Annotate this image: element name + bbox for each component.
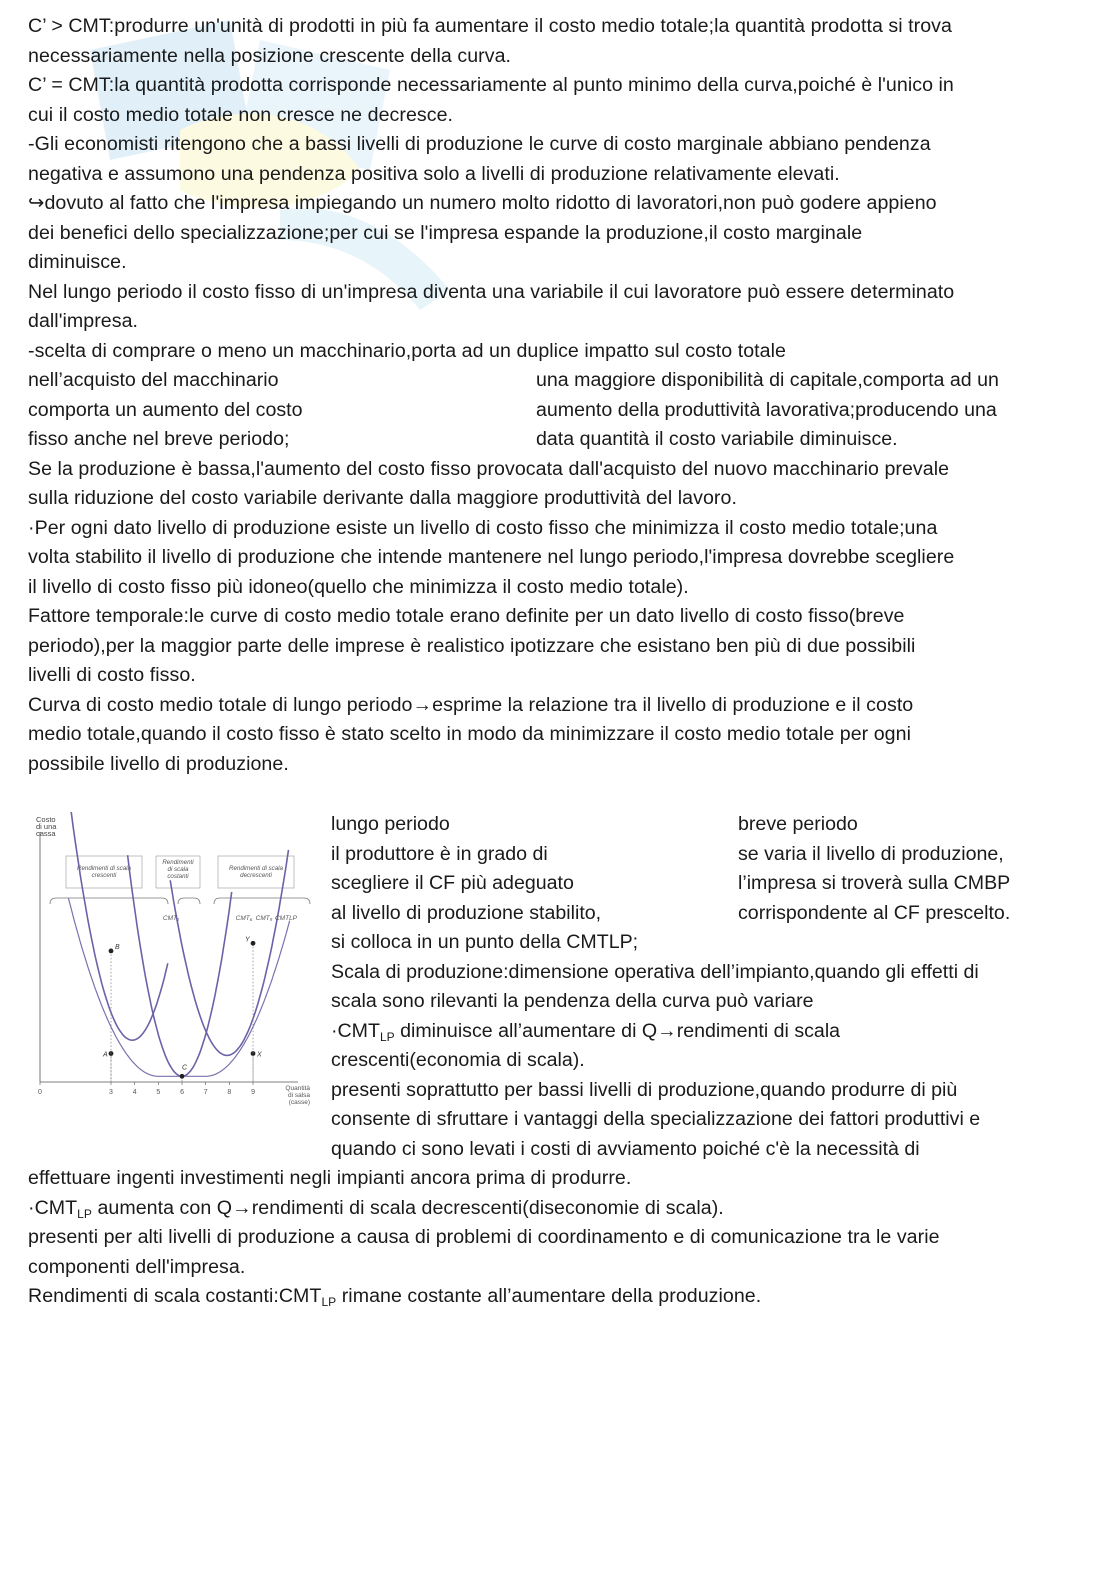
- paragraph-line: C’ = CMT:la quantità prodotta corrisponde necessariamente al punto minimo della curva,poiché è l'unico in: [28, 74, 954, 96]
- curve-label: CMT₁: [162, 915, 180, 922]
- breve-periodo-line: corrispondente al CF prescelto.: [738, 902, 1011, 924]
- paragraph-line: necessariamente nella posizione crescente della curva.: [28, 45, 512, 67]
- x-axis-label: Quantità: [285, 1085, 310, 1092]
- series-cmt6: [128, 855, 232, 1076]
- paragraph-line: Se la produzione è bassa,l'aumento del costo fisso provocata dall'acquisto del nuovo macchinario prevale: [28, 458, 950, 480]
- paragraph-line: livelli di costo fisso.: [28, 664, 196, 686]
- lungo-periodo-line: scegliere il CF più adeguato: [331, 872, 574, 894]
- cost-curves-chart: [28, 812, 318, 1122]
- x-tick-label: 6: [180, 1089, 184, 1096]
- point-label: Y: [245, 936, 250, 944]
- column-left-line: comporta un aumento del costo: [28, 399, 303, 421]
- region-bracket: [214, 898, 310, 904]
- x-tick-label: 8: [227, 1089, 232, 1096]
- point-label: B: [115, 943, 120, 951]
- column-right-line: data quantità il costo variabile diminuisce.: [536, 428, 898, 450]
- x-tick-label: 5: [156, 1089, 161, 1096]
- point-label: C: [182, 1064, 188, 1072]
- paragraph-line: presenti soprattutto per bassi livelli di produzione,quando produrre di più: [331, 1079, 958, 1101]
- x-tick-label: 7: [203, 1089, 208, 1096]
- point-b: [109, 949, 114, 954]
- paragraph-line: Scala di produzione:dimensione operativa dell’impianto,quando gli effetti di: [331, 961, 979, 983]
- paragraph-line: effettuare ingenti investimenti negli impianti ancora prima di produrre.: [28, 1167, 632, 1189]
- paragraph-line: componenti dell'impresa.: [28, 1256, 246, 1278]
- region-bracket: [178, 898, 200, 904]
- region-bracket: [50, 898, 168, 904]
- paragraph-line: diminuisce.: [28, 251, 127, 273]
- paragraph-line: Fattore temporale:le curve di costo medio totale erano definite per un dato livello di costo fisso(breve: [28, 605, 905, 627]
- column-left-line: nell’acquisto del macchinario: [28, 369, 279, 391]
- x-tick-label: 0: [38, 1089, 42, 1096]
- paragraph-line: sulla riduzione del costo variabile derivante dalla maggiore produttività del lavoro.: [28, 487, 737, 509]
- paragraph-line: Nel lungo periodo il costo fisso di un'impresa diventa una variabile il cui lavoratore può essere determinato: [28, 281, 955, 303]
- paragraph-line: -scelta di comprare o meno un macchinario,porta ad un duplice impatto sul costo totale: [28, 340, 786, 362]
- x-tick-label: 9: [251, 1089, 255, 1096]
- paragraph-line: il livello di costo fisso più idoneo(quello che minimizza il costo medio totale).: [28, 576, 689, 598]
- x-axis-label: (casse): [288, 1099, 310, 1106]
- column-right-line: aumento della produttività lavorativa;producendo una: [536, 399, 997, 421]
- paragraph-line: cui il costo medio totale non cresce ne decresce.: [28, 104, 454, 126]
- paragraph-line: volta stabilito il livello di produzione che intende mantenere nel lungo periodo,l'impresa dovrebbe scegliere: [28, 546, 955, 568]
- x-axis-label: di salsa: [287, 1092, 310, 1099]
- paragraph-line: -Gli economisti ritengono che a bassi livelli di produzione le curve di costo marginale abbiano pendenza: [28, 133, 931, 155]
- point-label: X: [257, 1051, 262, 1059]
- paragraph-line: quando ci sono levati i costi di avviamento poiché c'è la necessità di: [331, 1138, 920, 1160]
- point-c: [180, 1074, 185, 1079]
- point-label: A: [103, 1051, 108, 1059]
- breve-periodo-heading: breve periodo: [738, 813, 858, 835]
- breve-periodo-line: l’impresa si troverà sulla CMBP: [738, 872, 1011, 894]
- paragraph-line: medio totale,quando il costo fisso è stato scelto in modo da minimizzare il costo medio totale per ogni: [28, 723, 911, 745]
- paragraph-line: crescenti(economia di scala).: [331, 1049, 585, 1071]
- region-label: Rendimenti di scala crescenti: [77, 865, 131, 879]
- curve-label: CMT₉: [255, 915, 273, 922]
- curve-label: CMT₆: [235, 915, 253, 922]
- paragraph-line: ·Per ogni dato livello di produzione esiste un livello di costo fisso che minimizza il costo medio totale;una: [28, 517, 938, 539]
- y-axis-label: Costo di una cassa: [36, 815, 57, 838]
- lungo-periodo-heading: lungo periodo: [331, 813, 450, 835]
- paragraph-line: scala sono rilevanti la pendenza della curva può variare: [331, 990, 814, 1012]
- curve-label: CMTLP: [274, 915, 298, 922]
- breve-periodo-line: se varia il livello di produzione,: [738, 843, 1004, 865]
- paragraph-line: ↪dovuto al fatto che l'impresa impiegando un numero molto ridotto di lavoratori,non può godere appieno: [28, 192, 937, 214]
- column-right-line: una maggiore disponibilità di capitale,comporta ad un: [536, 369, 999, 391]
- lungo-periodo-line: si colloca in un punto della CMTLP;: [331, 931, 639, 953]
- column-left-line: fisso anche nel breve periodo;: [28, 428, 290, 450]
- paragraph-line: presenti per alti livelli di produzione a causa di problemi di coordinamento e di comunicazione tra le varie: [28, 1226, 940, 1248]
- lungo-periodo-line: il produttore è in grado di: [331, 843, 548, 865]
- paragraph-line: dall'impresa.: [28, 310, 139, 332]
- series-cmt1: [68, 812, 167, 1040]
- paragraph-line: Rendimenti di scala $costanti:CMT_{LP}$ rimane costante all’aumentare della produzione.: [28, 1285, 762, 1309]
- paragraph-line: dei benefici dello specializzazione;per cui se l'impresa espande la produzione,il costo marginale: [28, 222, 863, 244]
- paragraph-line: Curva di costo medio totale di lungo periodo→esprime la relazione tra il livello di produzione e il costo: [28, 694, 914, 716]
- paragraph-line: $\cdot CMT_{LP}$ diminuisce all’aumentare di Q→rendimenti di scala: [331, 1020, 841, 1044]
- region-label: Rendimenti di scala decrescenti: [229, 865, 283, 879]
- x-tick-label: 4: [132, 1089, 137, 1096]
- x-tick-label: 3: [109, 1089, 113, 1096]
- paragraph-line: consente di sfruttare i vantaggi della specializzazione dei fattori produttivi e: [331, 1108, 981, 1130]
- lungo-periodo-line: al livello di produzione stabilito,: [331, 902, 602, 924]
- region-label: Rendimenti di scala costanti: [162, 859, 194, 880]
- series-cmtlp: [68, 898, 289, 1076]
- paragraph-line: C’ > CMT:produrre un'unità di prodotti in più fa aumentare il costo medio totale;la quantità prodotta si trova: [28, 15, 952, 37]
- paragraph-line: possibile livello di produzione.: [28, 753, 289, 775]
- paragraph-line: periodo),per la maggior parte delle imprese è realistico ipotizzare che esistano ben più di due possibili: [28, 635, 916, 657]
- point-y: [251, 941, 256, 946]
- paragraph-line: $\cdot CMT_{LP}$ aumenta con Q→rendimenti di scala decrescenti(diseconomie di scala).: [28, 1197, 724, 1221]
- paragraph-line: negativa e assumono una pendenza positiva solo a livelli di produzione relativamente elevati.: [28, 163, 840, 185]
